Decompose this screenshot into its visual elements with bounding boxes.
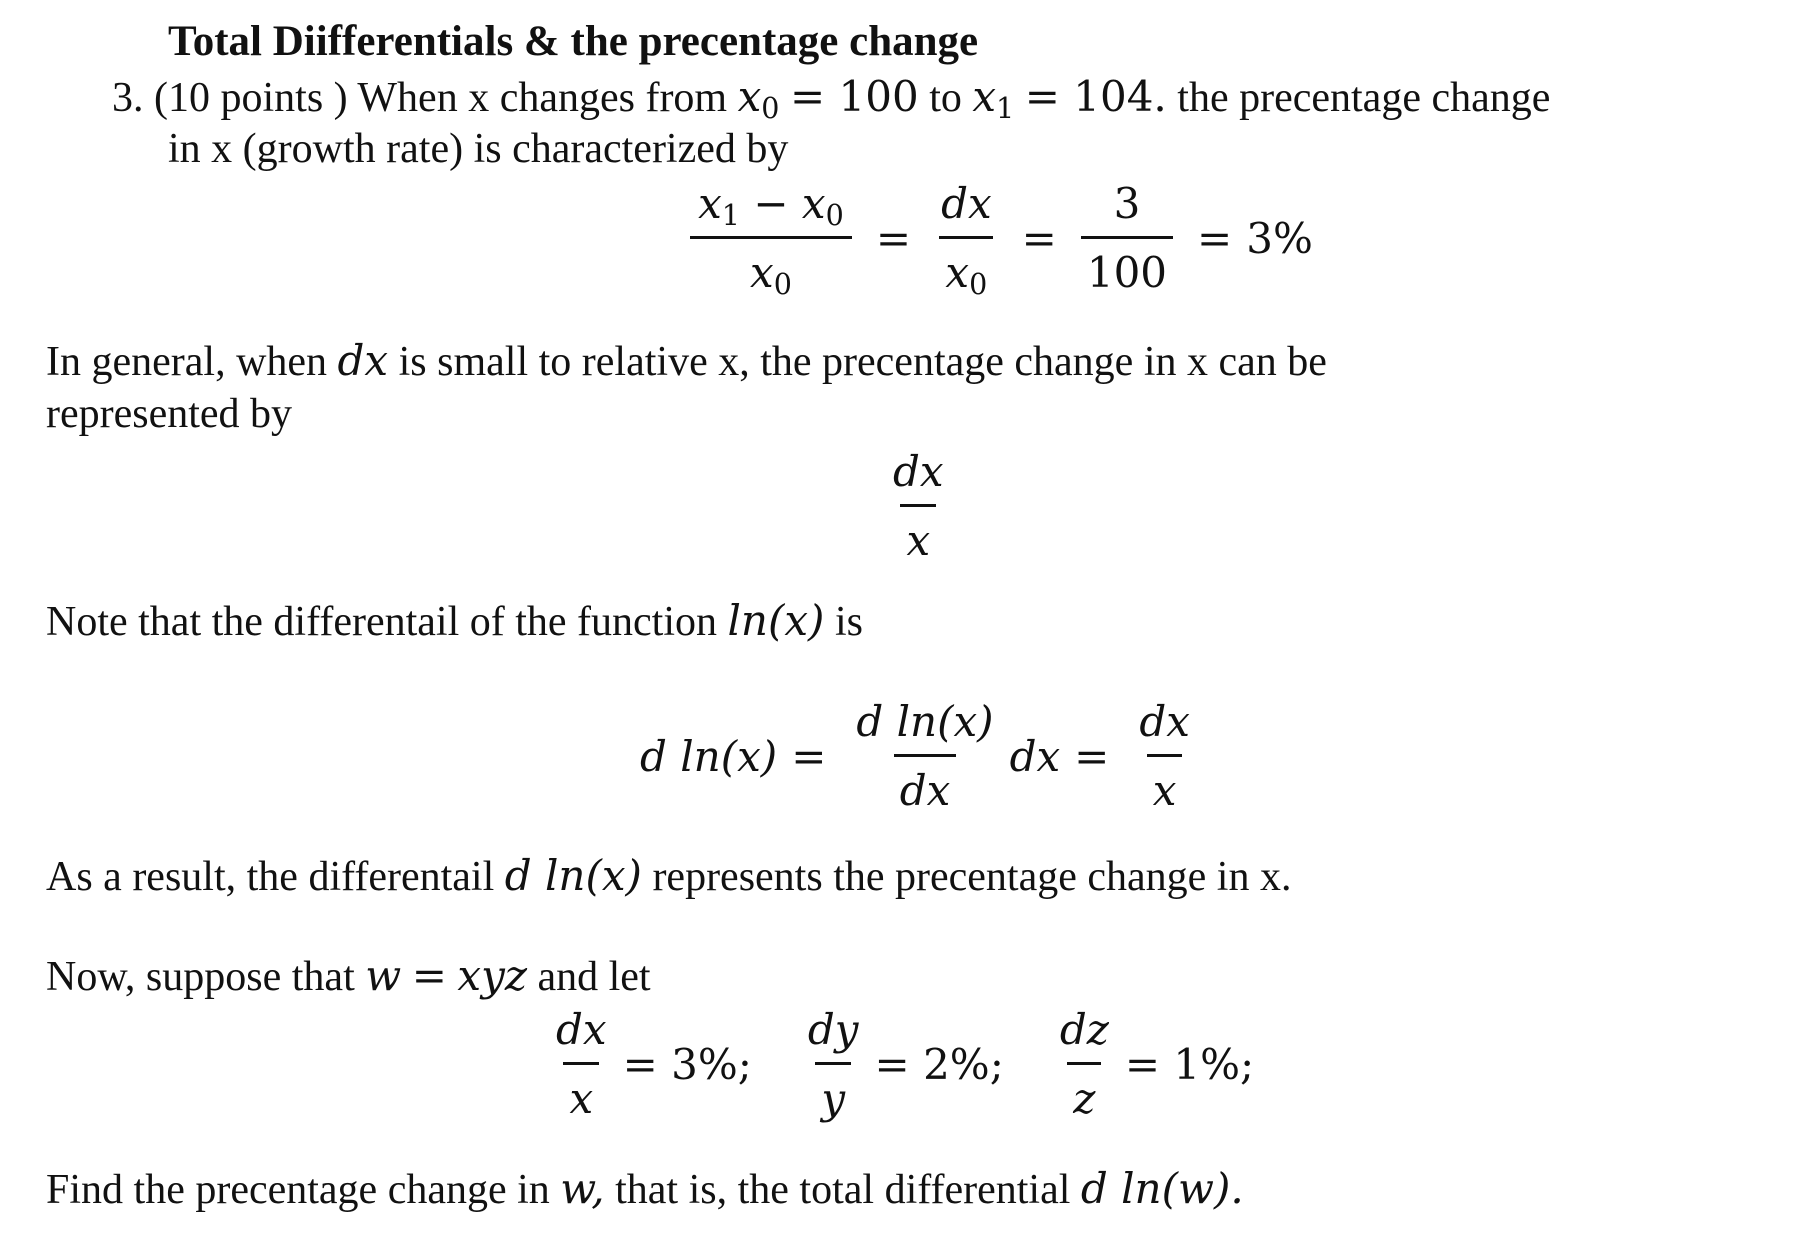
result-line: As a result, the differentail d ln(x) represents the precentage change in x. — [46, 851, 1292, 900]
var-w: w — [365, 951, 402, 1000]
equals-sign: = — [791, 732, 827, 782]
equation-dln-x — [640, 697, 1206, 816]
expr-xyz: xyz — [457, 951, 527, 1000]
result-3-percent: 3% — [1246, 214, 1313, 264]
problem-text: When x changes from — [357, 75, 728, 121]
fraction-3-100: $\frac{3}{100}$ — [1081, 182, 1173, 295]
equals-sign: = — [1074, 732, 1110, 782]
general-line-2: represented by — [46, 391, 293, 437]
value-104: = 104. — [1024, 72, 1167, 121]
rate-y: = 2%; — [874, 1040, 1004, 1090]
fraction-dx-x: $\frac{dx}{x}$ — [893, 447, 944, 566]
fraction-dy-y: $\frac{dy}{y}$ — [807, 1005, 859, 1124]
section-heading: Total Diifferentials & the precentage change — [168, 18, 979, 65]
problem-line-1 — [112, 72, 1551, 126]
var-x0: $x_0$ — [737, 72, 780, 126]
value-100: = 100 — [789, 72, 919, 121]
fraction-dz-z: $\frac{dz}{z}$ — [1059, 1005, 1109, 1124]
problem-text-tail: the precentage change — [1177, 75, 1551, 121]
var-dx: dx — [1009, 732, 1061, 782]
equation-growth-rate — [680, 179, 1313, 302]
general-line-1: In general, when dx is small to relative x, the precentage change in x can be — [46, 336, 1327, 385]
expr-dln-w: d ln(w). — [1080, 1164, 1244, 1213]
var-dx: dx — [337, 336, 389, 385]
fraction-dlnx-dx: $\frac{\text{d ln(x)}}{dx}$ — [856, 697, 994, 816]
expr-dln-x: d ln(x) — [640, 732, 778, 782]
fraction-dx-x0: $\frac{dx}{x_0}$ — [941, 179, 992, 302]
note-line: Note that the differentail of the function ln(x) is — [46, 596, 863, 645]
equation-dx-over-x — [877, 447, 960, 566]
equals-sign: = — [875, 214, 912, 264]
expr-dln-x: d ln(x) — [504, 851, 642, 900]
equation-growth-rates — [540, 1005, 1255, 1124]
fraction-dx-x: $\frac{dx}{x}$ — [556, 1005, 607, 1124]
suppose-line: Now, suppose that w = xyz and let — [46, 951, 651, 1000]
problem-line-2: in x (growth rate) is characterized by — [168, 126, 789, 172]
var-x1: $x_1$ — [972, 72, 1015, 126]
var-w: w, — [560, 1164, 605, 1213]
fraction-dx-x: $\frac{dx}{x}$ — [1139, 697, 1190, 816]
word-to: to — [929, 75, 962, 121]
problem-number: 3. — [112, 75, 144, 121]
problem-points: (10 points ) — [154, 75, 348, 121]
equals-sign: = — [1197, 214, 1233, 264]
expr-ln-x: ln(x) — [727, 596, 825, 645]
equals-sign: = — [1021, 214, 1057, 264]
find-line: Find the precentage change in w, that is, the total differential d ln(w). — [46, 1164, 1244, 1213]
rate-x: = 3%; — [622, 1040, 752, 1090]
rate-z: = 1%; — [1124, 1040, 1255, 1090]
fraction-x1-minus-x0: $\frac{x_1 - x_0}{x_0}$ — [690, 182, 852, 295]
